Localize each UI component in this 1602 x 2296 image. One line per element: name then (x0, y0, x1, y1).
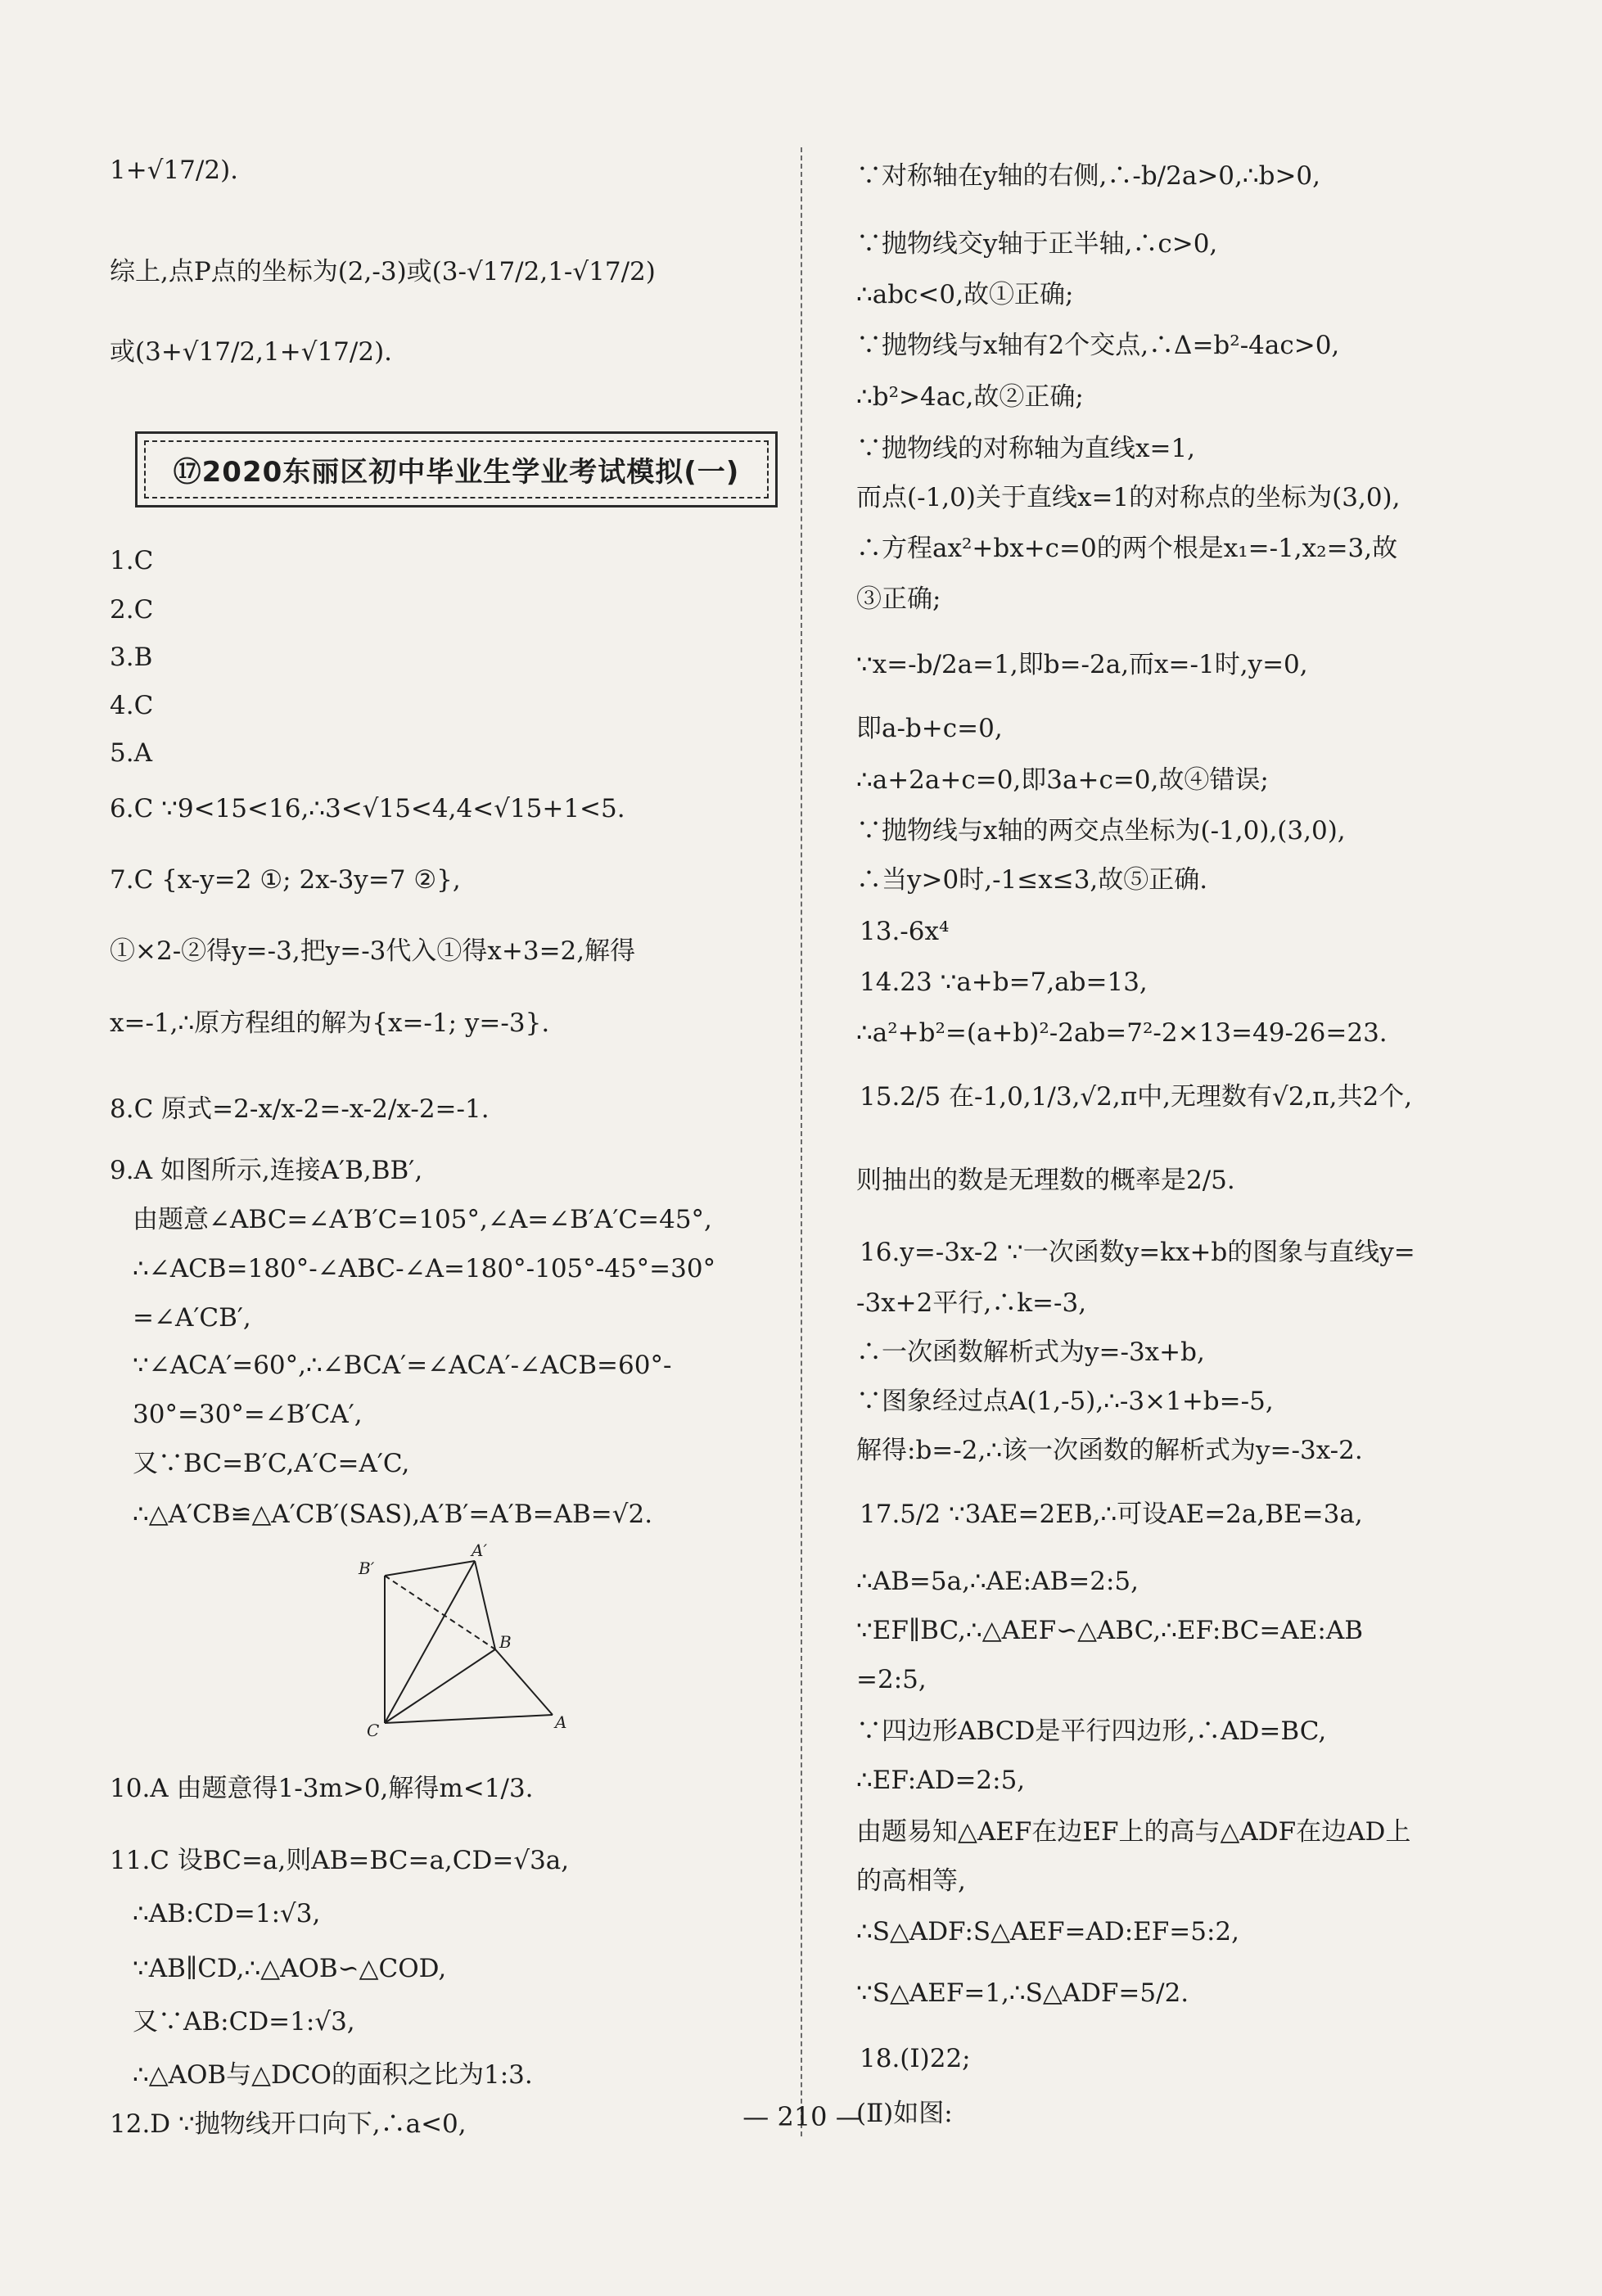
text-line: 即a-b+c=0, (856, 714, 1003, 743)
text-line: 综上,点P点的坐标为(2,-3)或(3-√17/2,1-√17/2) (110, 257, 656, 286)
text-line: 1+√17/2). (110, 156, 239, 185)
text-line: ∴△AOB与△DCO的面积之比为1:3. (133, 2060, 533, 2090)
text-line: ∵抛物线交y轴于正半轴,∴c>0, (856, 229, 1218, 259)
label-b: B (499, 1632, 512, 1652)
label-b-prime: B′ (359, 1558, 375, 1578)
text-line: ∵图象经过点A(1,-5),∴-3×1+b=-5, (856, 1387, 1274, 1416)
text-line: ∵S△AEF=1,∴S△ADF=5/2. (856, 1978, 1189, 2008)
text-line: 30°=30°=∠B′CA′, (133, 1400, 363, 1429)
answer-item: 1.C (110, 546, 154, 575)
text-line: 的高相等, (856, 1866, 966, 1896)
answer-item: 3.B (110, 643, 153, 672)
segment-a-prime-b (475, 1561, 495, 1649)
answer-item: 10.A 由题意得1-3m>0,解得m<1/3. (110, 1774, 534, 1803)
text-line: ∵四边形ABCD是平行四边形,∴AD=BC, (856, 1716, 1327, 1746)
text-line: ∴当y>0时,-1≤x≤3,故⑤正确. (856, 865, 1208, 895)
text-line: ∵对称轴在y轴的右侧,∴-b/2a>0,∴b>0, (856, 161, 1321, 191)
answer-item: 7.C {x-y=2 ①; 2x-3y=7 ②}, (110, 865, 461, 895)
text-line: ③正确; (856, 584, 941, 614)
text-line: ∵∠ACA′=60°,∴∠BCA′=∠ACA′-∠ACB=60°- (133, 1351, 672, 1380)
answer-item: 16.y=-3x-2 ∵一次函数y=kx+b的图象与直线y= (860, 1238, 1415, 1267)
answer-item: 4.C (110, 691, 154, 720)
text-line: 由题意∠ABC=∠A′B′C=105°,∠A=∠B′A′C=45°, (133, 1205, 712, 1234)
text-line: ∵AB∥CD,∴△AOB∽△COD, (133, 1954, 447, 1983)
text-line: x=-1,∴原方程组的解为{x=-1; y=-3}. (110, 1008, 550, 1038)
text-line: (Ⅱ)如图: (856, 2099, 953, 2128)
text-line: ∵抛物线的对称轴为直线x=1, (856, 434, 1196, 463)
text-line: 又∵BC=B′C,A′C=A′C, (133, 1449, 410, 1478)
text-line: 则抽出的数是无理数的概率是2/5. (856, 1166, 1235, 1195)
segment-ba (495, 1649, 553, 1715)
text-line: ∴b²>4ac,故②正确; (856, 382, 1084, 412)
label-a-prime: A′ (472, 1543, 487, 1560)
geometry-figure (352, 1543, 573, 1739)
text-line: ∵抛物线与x轴有2个交点,∴Δ=b²-4ac>0, (856, 331, 1340, 360)
section-title: ⑰2020东丽区初中毕业生学业考试模拟(一) (173, 456, 740, 489)
text-line: -3x+2平行,∴k=-3, (856, 1288, 1087, 1318)
text-line: ①×2-②得y=-3,把y=-3代入①得x+3=2,解得 (110, 936, 636, 966)
text-line: ∵EF∥BC,∴△AEF∽△ABC,∴EF:BC=AE:AB (856, 1616, 1364, 1645)
text-line: ∴EF:AD=2:5, (856, 1766, 1026, 1795)
text-line: =2:5, (856, 1665, 927, 1694)
text-line: ∵抛物线与x轴的两交点坐标为(-1,0),(3,0), (856, 816, 1346, 846)
segment-ca (385, 1715, 553, 1723)
answer-item: 12.D ∵抛物线开口向下,∴a<0, (110, 2109, 467, 2139)
segment-b-prime-a-prime (385, 1561, 475, 1576)
answer-item: 13.-6x⁴ (860, 917, 950, 946)
answer-item: 15.2/5 在-1,0,1/3,√2,π中,无理数有√2,π,共2个, (860, 1082, 1413, 1112)
answer-item: 17.5/2 ∵3AE=2EB,∴可设AE=2a,BE=3a, (860, 1500, 1363, 1529)
text-line: ∴a²+b²=(a+b)²-2ab=7²-2×13=49-26=23. (856, 1018, 1388, 1048)
answer-item: 5.A (110, 738, 152, 768)
text-line: =∠A′CB′, (133, 1303, 251, 1333)
segment-ca-prime (385, 1561, 475, 1723)
text-line: ∴方程ax²+bx+c=0的两个根是x₁=-1,x₂=3,故 (856, 534, 1398, 563)
text-line: ∴AB=5a,∴AE:AB=2:5, (856, 1567, 1139, 1596)
label-c: C (367, 1721, 380, 1739)
answer-item: 2.C (110, 595, 154, 625)
text-line: 或(3+√17/2,1+√17/2). (110, 337, 393, 367)
section-banner (135, 431, 778, 507)
answer-item: 11.C 设BC=a,则AB=BC=a,CD=√3a, (110, 1846, 570, 1875)
text-line: ∴∠ACB=180°-∠ABC-∠A=180°-105°-45°=30° (133, 1254, 716, 1283)
text-line: 而点(-1,0)关于直线x=1的对称点的坐标为(3,0), (856, 483, 1401, 512)
page-number: — 210 — (742, 2101, 862, 2132)
answer-item: 18.(Ⅰ)22; (860, 2044, 971, 2073)
segment-bb-prime-dashed (385, 1576, 495, 1649)
text-line: ∴a+2a+c=0,即3a+c=0,故④错误; (856, 765, 1269, 795)
label-a: A (555, 1712, 567, 1732)
text-line: ∴△A′CB≌△A′CB′(SAS),A′B′=A′B=AB=√2. (133, 1500, 653, 1529)
segment-cb (385, 1649, 495, 1723)
text-line: ∴abc<0,故①正确; (856, 280, 1074, 309)
text-line: ∵x=-b/2a=1,即b=-2a,而x=-1时,y=0, (856, 650, 1308, 679)
text-line: 又∵AB:CD=1:√3, (133, 2007, 355, 2037)
text-line: 解得:b=-2,∴该一次函数的解析式为y=-3x-2. (856, 1436, 1363, 1465)
text-line: 由题易知△AEF在边EF上的高与△ADF在边AD上 (856, 1817, 1411, 1847)
text-line: ∴S△ADF:S△AEF=AD:EF=5:2, (856, 1917, 1240, 1946)
answer-item: 8.C 原式=2-x/x-2=-x-2/x-2=-1. (110, 1094, 490, 1124)
answer-item: 6.C ∵9<15<16,∴3<√15<4,4<√15+1<5. (110, 794, 625, 823)
answer-item: 14.23 ∵a+b=7,ab=13, (860, 968, 1148, 997)
text-line: ∴AB:CD=1:√3, (133, 1899, 321, 1928)
column-divider (801, 147, 802, 2136)
text-line: ∴一次函数解析式为y=-3x+b, (856, 1337, 1205, 1367)
answer-item: 9.A 如图所示,连接A′B,BB′, (110, 1156, 423, 1185)
